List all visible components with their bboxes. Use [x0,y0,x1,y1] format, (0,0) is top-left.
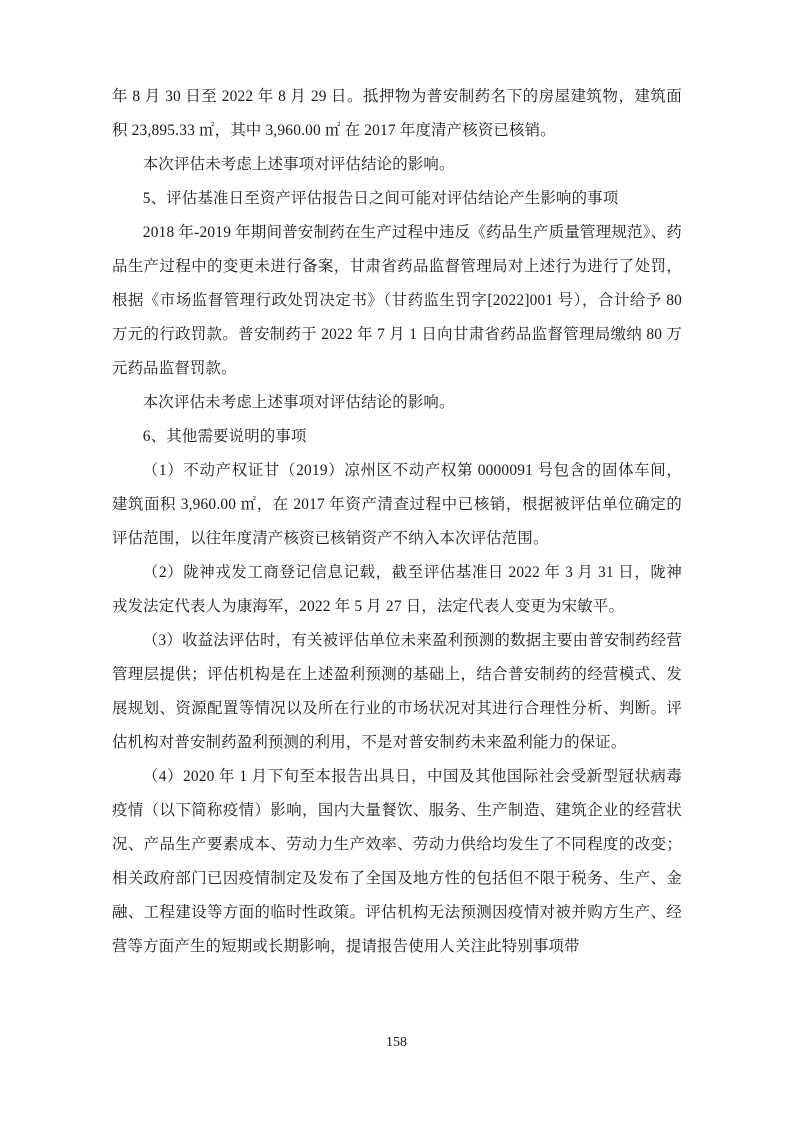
paragraph-continuation: 年 8 月 30 日至 2022 年 8 月 29 日。抵押物为普安制药名下的房屋建筑物，建筑面积 23,895.33 ㎡，其中 3,960.00 ㎡ 在 2017 年度清产核资已核销。 [112,88,682,139]
document-body [112,80,682,964]
paragraph-item-3: （3）收益法评估时，有关被评估单位未来盈利预测的数据主要由普安制药经营管理层提供；评估机构是在上述盈利预测的基础上，结合普安制药的经营模式、发展规划、资源配置等情况以及所在行业的市场状况对其进行合理性分析、判断。评估机构对普安制药盈利预测的利用，不是对普安制药未来盈利能力的保证。 [112,632,682,751]
paragraph-penalty-details: 2018 年-2019 年期间普安制药在生产过程中违反《药品生产质量管理规范》、药品生产过程中的变更未进行备案，甘肃省药品监督管理局对上述行为进行了处罚，根据《市场监督管理行政处罚决定书》（甘药监生罚字[2022]001 号），合计给予 80 万元的行政罚款。普安制药于 2022 年 7 月 1 日向甘肃省药品监督管理局缴纳 80 万元药品监督罚款。 [112,224,682,377]
page-number: 158 [386,1035,407,1050]
paragraph-item-1: （1）不动产权证甘（2019）凉州区不动产权第 0000091 号包含的固体车间，建筑面积 3,960.00 ㎡，在 2017 年资产清查过程中已核销，根据被评估单位确定的评估范围，以往年度清产核资已核销资产不纳入本次评估范围。 [112,462,682,547]
paragraph-item-4: （4）2020 年 1 月下旬至本报告出具日，中国及其他国际社会受新型冠状病毒疫情（以下简称疫情）影响，国内大量餐饮、服务、生产制造、建筑企业的经营状况、产品生产要素成本、劳动力生产效率、劳动力供给均发生了不同程度的改变；相关政府部门已因疫情制定及发布了全国及地方性的包括但不限于税务、生产、金融、工程建设等方面的临时性政策。评估机构无法预测因疫情对被并购方生产、经营等方面产生的短期或长期影响，提请报告使用人关注此特别事项带 [112,768,682,955]
paragraph-no-impact-1: 本次评估未考虑上述事项对评估结论的影响。 [142,156,455,173]
paragraph-heading-5: 5、评估基准日至资产评估报告日之间可能对评估结论产生影响的事项 [142,190,619,207]
paragraph-no-impact-2: 本次评估未考虑上述事项对评估结论的影响。 [142,394,455,411]
paragraph-heading-6: 6、其他需要说明的事项 [142,428,307,445]
paragraph-item-2: （2）陇神戎发工商登记信息记载，截至评估基准日 2022 年 3 月 31 日，陇神戎发法定代表人为康海军，2022 年 5 月 27 日，法定代表人变更为宋敏平。 [112,564,682,615]
